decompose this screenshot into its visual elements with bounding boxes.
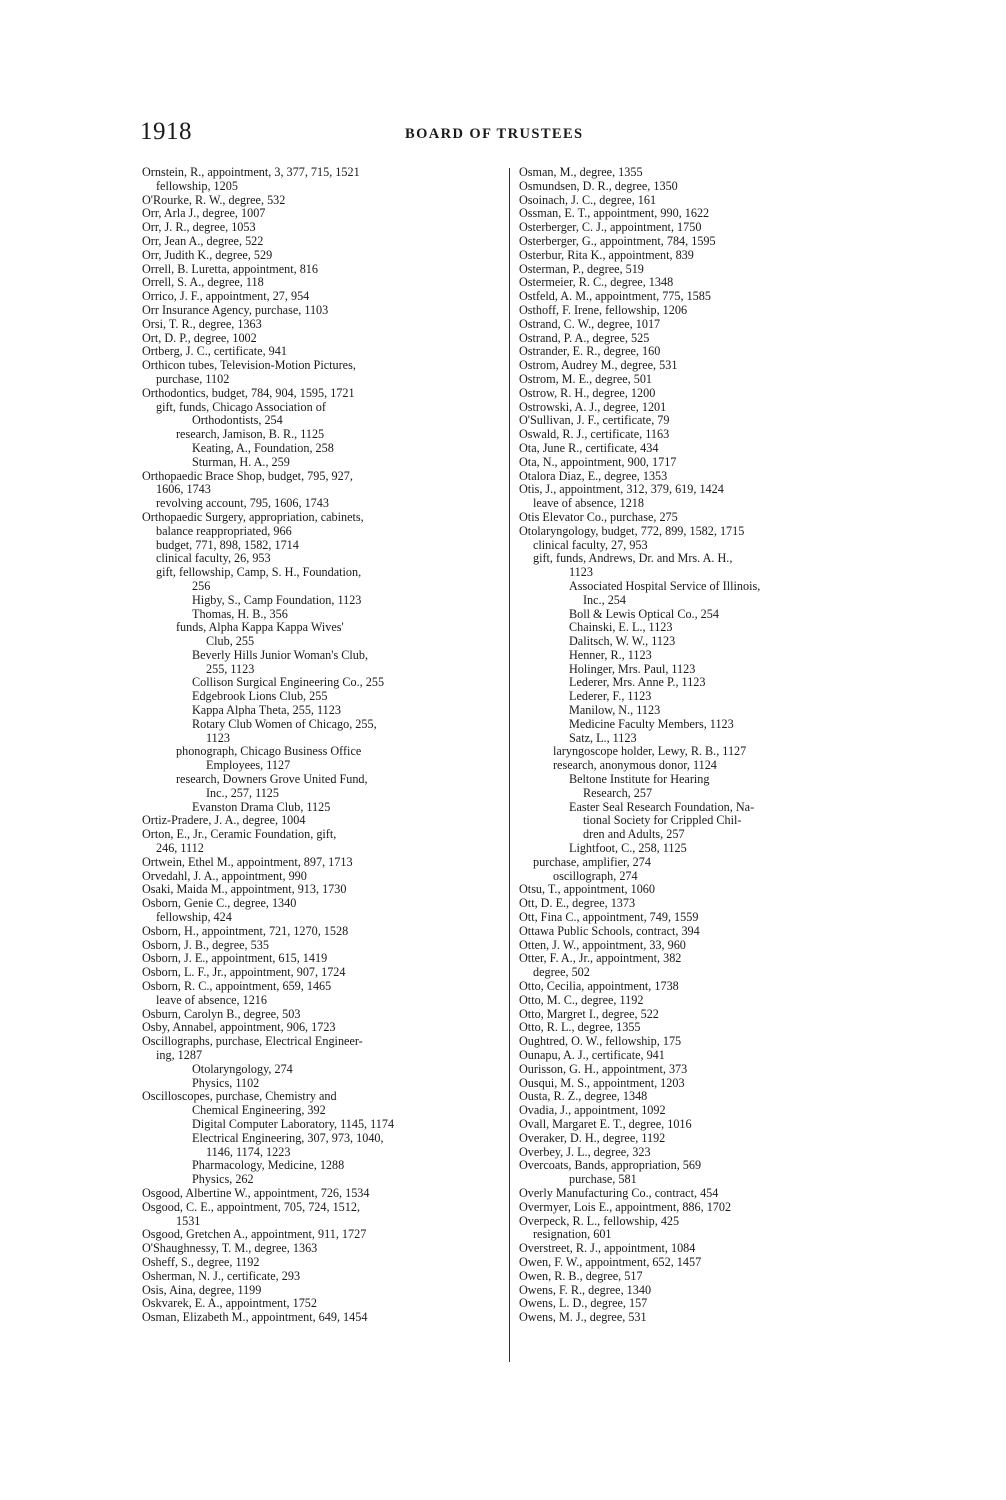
- index-entry: ing, 1287: [156, 1048, 203, 1062]
- index-entry: Ortwein, Ethel M., appointment, 897, 1713: [142, 854, 353, 869]
- index-entry: research, Downers Grove United Fund,: [176, 772, 368, 787]
- index-entry: Beverly Hills Junior Woman's Club,: [192, 647, 369, 662]
- index-entry: Osis, Aina, degree, 1199: [142, 1282, 262, 1297]
- index-entry: Osman, M., degree, 1355: [519, 165, 643, 179]
- index-entry: Henner, R., 1123: [569, 647, 652, 662]
- index-entry: 1606, 1743: [156, 482, 211, 497]
- index-entry: purchase, 1102: [156, 371, 230, 386]
- index-entry: Osthoff, F. Irene, fellowship, 1206: [519, 302, 688, 317]
- index-entry: Medicine Faculty Members, 1123: [569, 716, 734, 731]
- index-entry: O'Sullivan, J. F., certificate, 79: [519, 413, 670, 428]
- index-entry: Pharmacology, Medicine, 1288: [192, 1158, 345, 1173]
- index-entry: Orsi, T. R., degree, 1363: [142, 316, 262, 331]
- index-entry: Otten, J. W., appointment, 33, 960: [519, 937, 686, 952]
- index-entry: purchase, 581: [569, 1172, 637, 1187]
- index-entry: Osgood, Gretchen A., appointment, 911, 1727: [142, 1227, 367, 1242]
- index-entry: balance reappropriated, 966: [156, 523, 292, 538]
- index-entry: Osaki, Maida M., appointment, 913, 1730: [142, 882, 347, 897]
- index-entry: Boll & Lewis Optical Co., 254: [569, 606, 719, 621]
- index-entry: purchase, amplifier, 274: [533, 854, 651, 869]
- index-entry: phonograph, Chicago Business Office: [176, 744, 362, 759]
- page-number: 1918: [140, 118, 192, 145]
- index-entry: Ortiz-Pradere, J. A., degree, 1004: [142, 813, 306, 828]
- index-entry: Higby, S., Camp Foundation, 1123: [192, 592, 362, 607]
- index-entry: degree, 502: [533, 965, 590, 980]
- index-entry: leave of absence, 1218: [533, 496, 644, 511]
- index-entry: Evanston Drama Club, 1125: [192, 799, 331, 814]
- index-entry: gift, funds, Andrews, Dr. and Mrs. A. H.,: [533, 551, 733, 566]
- index-column-right: [519, 166, 874, 1325]
- index-entry: Osmundsen, D. R., degree, 1350: [519, 178, 678, 193]
- index-entry: Edgebrook Lions Club, 255: [192, 689, 328, 704]
- index-entry: Otis, J., appointment, 312, 379, 619, 1424: [519, 482, 724, 497]
- index-entry: Otto, M. C., degree, 1192: [519, 992, 644, 1007]
- index-entry: Digital Computer Laboratory, 1145, 1174: [192, 1116, 395, 1131]
- index-entry: Osburn, Carolyn B., degree, 503: [142, 1006, 301, 1021]
- index-entry: 1123: [206, 730, 230, 745]
- index-entry: Sturman, H. A., 259: [192, 454, 290, 469]
- index-entry: Ostrom, Audrey M., degree, 531: [519, 358, 678, 373]
- index-entry: Ousta, R. Z., degree, 1348: [519, 1089, 648, 1104]
- index-entry: Orthicon tubes, Television-Motion Pictures,: [142, 358, 356, 373]
- index-entry: Otto, Cecilia, appointment, 1738: [519, 979, 679, 994]
- index-entry: Owens, F. R., degree, 1340: [519, 1282, 652, 1297]
- index-entry: Orr, Jean A., degree, 522: [142, 233, 264, 248]
- index-entry: tional Society for Crippled Chil-: [583, 813, 742, 828]
- index-entry: Otto, R. L., degree, 1355: [519, 1020, 641, 1035]
- index-entry: Overaker, D. H., degree, 1192: [519, 1130, 666, 1145]
- index-entry: Orr, J. R., degree, 1053: [142, 220, 256, 235]
- column-divider: [509, 168, 510, 1362]
- index-entry: Lederer, Mrs. Anne P., 1123: [569, 675, 706, 690]
- index-entry: Overpeck, R. L., fellowship, 425: [519, 1213, 680, 1228]
- index-entry: Ostermeier, R. C., degree, 1348: [519, 275, 674, 290]
- index-entry: revolving account, 795, 1606, 1743: [156, 496, 329, 511]
- index-entry: Osborn, L. F., Jr., appointment, 907, 1724: [142, 965, 346, 980]
- index-entry: Ostrowski, A. J., degree, 1201: [519, 399, 667, 414]
- index-entry: Overstreet, R. J., appointment, 1084: [519, 1241, 696, 1256]
- page-header: [140, 118, 860, 150]
- index-entry: Ornstein, R., appointment, 3, 377, 715, 1521: [142, 165, 360, 179]
- index-entry: Orton, E., Jr., Ceramic Foundation, gift,: [142, 827, 337, 842]
- index-entry: 256: [192, 578, 211, 593]
- index-entry: Inc., 257, 1125: [206, 785, 279, 800]
- index-entry: Easter Seal Research Foundation, Na-: [569, 799, 755, 814]
- index-entry: Orr, Judith K., degree, 529: [142, 247, 273, 262]
- index-entry: research, Jamison, B. R., 1125: [176, 427, 325, 442]
- index-entry: Owens, M. J., degree, 531: [519, 1310, 647, 1325]
- index-entry: laryngoscope holder, Lewy, R. B., 1127: [553, 744, 747, 759]
- index-entry: 246, 1112: [156, 841, 204, 856]
- index-entry: Orthopaedic Brace Shop, budget, 795, 927,: [142, 468, 353, 483]
- index-entry: Otalora Diaz, E., degree, 1353: [519, 468, 668, 483]
- index-entry: fellowship, 424: [156, 910, 232, 925]
- index-entry: Owen, F. W., appointment, 652, 1457: [519, 1254, 702, 1269]
- index-entry: Employees, 1127: [206, 758, 291, 773]
- index-entry: O'Shaughnessy, T. M., degree, 1363: [142, 1241, 318, 1256]
- index-entry: Ota, N., appointment, 900, 1717: [519, 454, 677, 469]
- index-entry: Orvedahl, J. A., appointment, 990: [142, 868, 307, 883]
- index-entry: Orrico, J. F., appointment, 27, 954: [142, 289, 310, 304]
- index-entry: Lightfoot, C., 258, 1125: [569, 841, 687, 856]
- index-entry: 1531: [176, 1213, 201, 1228]
- index-entry: Otter, F. A., Jr., appointment, 382: [519, 951, 682, 966]
- index-entry: Overmyer, Lois E., appointment, 886, 1702: [519, 1199, 732, 1214]
- index-entry: Ott, Fina C., appointment, 749, 1559: [519, 910, 699, 925]
- index-entry: Orthodontists, 254: [192, 413, 283, 428]
- index-entry: Ostrom, M. E., degree, 501: [519, 371, 653, 386]
- index-entry: Ounapu, A. J., certificate, 941: [519, 1048, 665, 1062]
- index-entry: leave of absence, 1216: [156, 992, 267, 1007]
- index-entry: Otis Elevator Co., purchase, 275: [519, 509, 678, 524]
- index-entry: Ovall, Margaret E. T., degree, 1016: [519, 1116, 692, 1131]
- index-entry: Osby, Annabel, appointment, 906, 1723: [142, 1020, 336, 1035]
- index-entry: Owen, R. B., degree, 517: [519, 1268, 643, 1283]
- index-entry: Ortberg, J. C., certificate, 941: [142, 344, 287, 359]
- index-entry: Lederer, F., 1123: [569, 689, 652, 704]
- index-entry: funds, Alpha Kappa Kappa Wives': [176, 620, 344, 635]
- index-entry: Ostrow, R. H., degree, 1200: [519, 385, 656, 400]
- index-entry: Ottawa Public Schools, contract, 394: [519, 923, 700, 938]
- index-entry: Manilow, N., 1123: [569, 703, 661, 718]
- index-entry: Otolaryngology, budget, 772, 899, 1582, 1715: [519, 523, 745, 538]
- index-entry: Osoinach, J. C., degree, 161: [519, 192, 657, 207]
- index-entry: Ota, June R., certificate, 434: [519, 440, 659, 455]
- index-entry: Oswald, R. J., certificate, 1163: [519, 427, 670, 442]
- index-entry: Oscillographs, purchase, Electrical Engineer-: [142, 1034, 363, 1049]
- index-entry: Orr Insurance Agency, purchase, 1103: [142, 302, 329, 317]
- index-entry: Osterberger, C. J., appointment, 1750: [519, 220, 702, 235]
- index-entry: Research, 257: [583, 785, 653, 800]
- index-entry: Electrical Engineering, 307, 973, 1040,: [192, 1130, 384, 1145]
- index-entry: gift, funds, Chicago Association of: [156, 399, 326, 414]
- index-entry: Orr, Arla J., degree, 1007: [142, 206, 266, 221]
- index-entry: Orrell, B. Luretta, appointment, 816: [142, 261, 318, 276]
- index-entry: Satz, L., 1123: [569, 730, 637, 745]
- index-entry: Osheff, S., degree, 1192: [142, 1254, 260, 1269]
- index-entry: Keating, A., Foundation, 258: [192, 440, 334, 455]
- running-head: BOARD OF TRUSTEES: [405, 126, 584, 142]
- index-entry: Ossman, E. T., appointment, 990, 1622: [519, 206, 710, 221]
- index-entry: Ostfeld, A. M., appointment, 775, 1585: [519, 289, 711, 304]
- index-entry: Overcoats, Bands, appropriation, 569: [519, 1158, 702, 1173]
- index-entry: Ott, D. E., degree, 1373: [519, 896, 636, 911]
- index-entry: Owens, L. D., degree, 157: [519, 1296, 648, 1311]
- index-entry: Osgood, C. E., appointment, 705, 724, 1512,: [142, 1199, 361, 1214]
- index-entry: Rotary Club Women of Chicago, 255,: [192, 716, 377, 731]
- index-entry: Thomas, H. B., 356: [192, 606, 288, 621]
- index-entry: Beltone Institute for Hearing: [569, 772, 710, 787]
- index-entry: Dalitsch, W. W., 1123: [569, 634, 676, 649]
- index-entry: fellowship, 1205: [156, 178, 238, 193]
- index-entry: Associated Hospital Service of Illinois,: [569, 578, 761, 593]
- index-entry: Physics, 262: [192, 1172, 254, 1187]
- index-entry: Oughtred, O. W., fellowship, 175: [519, 1034, 682, 1049]
- index-entry: Osborn, J. B., degree, 535: [142, 937, 269, 952]
- index-entry: gift, fellowship, Camp, S. H., Foundation,: [156, 565, 362, 580]
- index-entry: clinical faculty, 26, 953: [156, 551, 271, 566]
- index-entry: Oskvarek, E. A., appointment, 1752: [142, 1296, 317, 1311]
- index-entry: Kappa Alpha Theta, 255, 1123: [192, 703, 341, 718]
- index-entry: Orrell, S. A., degree, 118: [142, 275, 264, 290]
- index-entry: Otto, Margret I., degree, 522: [519, 1006, 659, 1021]
- index-entry: Osterberger, G., appointment, 784, 1595: [519, 233, 716, 248]
- index-entry: Physics, 1102: [192, 1075, 260, 1090]
- index-entry: Ovadia, J., appointment, 1092: [519, 1103, 666, 1118]
- index-entry: Osborn, J. E., appointment, 615, 1419: [142, 951, 328, 966]
- index-entry: Collison Surgical Engineering Co., 255: [192, 675, 385, 690]
- index-entry: clinical faculty, 27, 953: [533, 537, 648, 552]
- index-entry: O'Rourke, R. W., degree, 532: [142, 192, 286, 207]
- index-entry: Osterbur, Rita K., appointment, 839: [519, 247, 694, 262]
- index-column-left: [142, 166, 492, 1325]
- index-entry: Osherman, N. J., certificate, 293: [142, 1268, 301, 1283]
- index-entry: Inc., 254: [583, 592, 626, 607]
- index-entry: Overbey, J. L., degree, 323: [519, 1144, 651, 1159]
- index-entry: Ostrand, C. W., degree, 1017: [519, 316, 661, 331]
- index-entry: 1146, 1174, 1223: [206, 1144, 291, 1159]
- index-entry: Osman, Elizabeth M., appointment, 649, 1454: [142, 1310, 368, 1325]
- index-entry: Holinger, Mrs. Paul, 1123: [569, 661, 696, 676]
- index-entry: Chainski, E. L., 1123: [569, 620, 673, 635]
- index-entry: Osborn, Genie C., degree, 1340: [142, 896, 297, 911]
- index-entry: Osborn, H., appointment, 721, 1270, 1528: [142, 923, 349, 938]
- index-entry: Ort, D. P., degree, 1002: [142, 330, 257, 345]
- index-entry: Club, 255: [206, 634, 255, 649]
- index-entry: Osterman, P., degree, 519: [519, 261, 644, 276]
- index-entry: Ousqui, M. S., appointment, 1203: [519, 1075, 685, 1090]
- index-entry: Ostrand, P. A., degree, 525: [519, 330, 650, 345]
- index-entry: Orthodontics, budget, 784, 904, 1595, 1721: [142, 385, 355, 400]
- index-entry: Otolaryngology, 274: [192, 1061, 293, 1076]
- index-entry: Ourisson, G. H., appointment, 373: [519, 1061, 688, 1076]
- index-entry: Osborn, R. C., appointment, 659, 1465: [142, 979, 332, 994]
- index-entry: Chemical Engineering, 392: [192, 1103, 326, 1118]
- index-entry: oscillograph, 274: [553, 868, 638, 883]
- index-entry: research, anonymous donor, 1124: [553, 758, 717, 773]
- index-entry: resignation, 601: [533, 1227, 612, 1242]
- index-entry: Oscilloscopes, purchase, Chemistry and: [142, 1089, 337, 1104]
- index-entry: Otsu, T., appointment, 1060: [519, 882, 655, 897]
- index-entry: Ostrander, E. R., degree, 160: [519, 344, 661, 359]
- index-entry: Overly Manufacturing Co., contract, 454: [519, 1185, 719, 1200]
- index-entry: dren and Adults, 257: [583, 827, 685, 842]
- index-entry: 255, 1123: [206, 661, 255, 676]
- index-entry: 1123: [569, 565, 593, 580]
- index-entry: budget, 771, 898, 1582, 1714: [156, 537, 299, 552]
- index-entry: Orthopaedic Surgery, appropriation, cabinets,: [142, 509, 364, 524]
- index-entry: Osgood, Albertine W., appointment, 726, 1534: [142, 1185, 370, 1200]
